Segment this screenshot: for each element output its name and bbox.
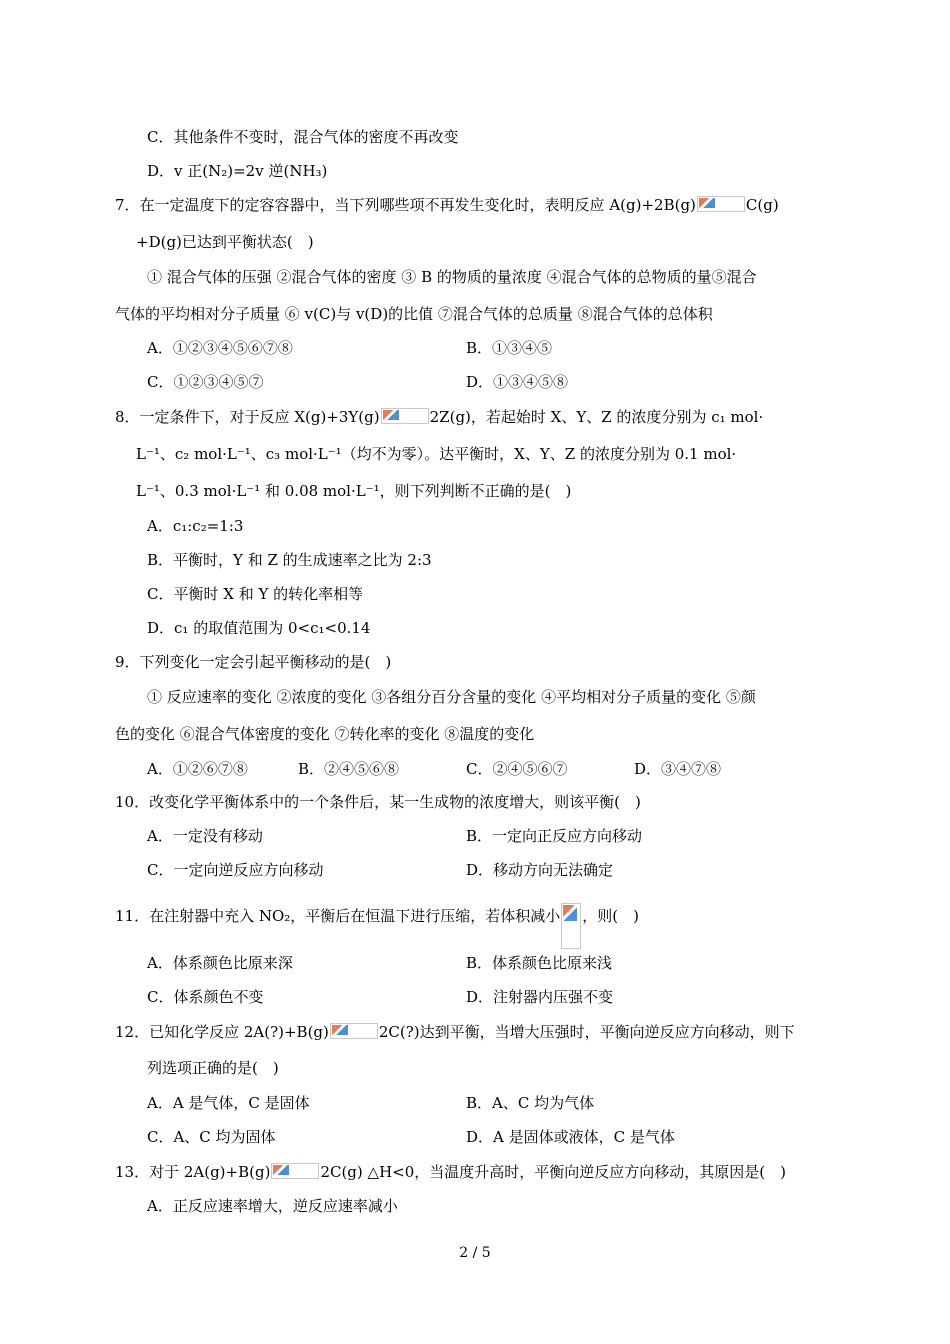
q8-stem-line3: L⁻¹、0.3 mol·L⁻¹ 和 0.08 mol·L⁻¹，则下列判断不正确的是( ) — [136, 482, 572, 500]
q10-stem: 10．改变化学平衡体系中的一个条件后，某一生成物的浓度增大，则该平衡( ) — [115, 793, 641, 811]
q10-option-d: D．移动方向无法确定 — [466, 861, 614, 879]
q8-option-b: B．平衡时，Y 和 Z 的生成速率之比为 2:3 — [147, 551, 432, 569]
q9-option-d: D．③④⑦⑧ — [634, 760, 722, 778]
q10-option-a: A．一定没有移动 — [147, 827, 263, 845]
q9-option-b: B．②④⑤⑥⑧ — [298, 760, 400, 778]
equilibrium-arrow-icon — [697, 196, 745, 212]
q11-option-c: C．体系颜色不变 — [147, 988, 264, 1006]
q12-option-b: B．A、C 均为气体 — [466, 1094, 595, 1112]
q8-option-c: C．平衡时 X 和 Y 的转化率相等 — [147, 585, 364, 603]
q10-option-b: B．一定向正反应方向移动 — [466, 827, 643, 845]
q6-option-d: D．v 正(N₂)=2v 逆(NH₃) — [147, 162, 328, 180]
q12-stem — [115, 1022, 795, 1042]
q13-stem — [115, 1162, 786, 1182]
q11-option-a: A．体系颜色比原来深 — [147, 954, 293, 972]
equilibrium-arrow-icon — [381, 408, 429, 424]
q12-stem-part2: 2C(?)达到平衡，当增大压强时，平衡向逆反应方向移动，则下 — [378, 1023, 795, 1041]
q12-stem-line2: 列选项正确的是( ) — [147, 1059, 279, 1077]
q8-stem-part2: 2Z(g)，若起始时 X、Y、Z 的浓度分别为 c₁ mol· — [429, 408, 764, 426]
q9-option-a: A．①②⑥⑦⑧ — [147, 760, 248, 778]
q7-option-a: A．①②③④⑤⑥⑦⑧ — [147, 339, 293, 357]
page-number: 2 / 5 — [459, 1245, 491, 1261]
q13-stem-part1: 13．对于 2A(g)+B(g) — [115, 1163, 271, 1181]
q7-stem-part2: C(g) — [745, 196, 779, 214]
q6-option-c: C．其他条件不变时，混合气体的密度不再改变 — [147, 128, 459, 146]
q12-stem-part1: 12．已知化学反应 2A(?)+B(g) — [115, 1023, 329, 1041]
q11-option-b: B．体系颜色比原来浅 — [466, 954, 613, 972]
q9-stem: 9．下列变化一定会引起平衡移动的是( ) — [115, 653, 392, 671]
q11-stem-part1: 11．在注射器中充入 NO₂，平衡后在恒温下进行压缩，若体积减小 — [115, 907, 561, 925]
q8-stem-line2: L⁻¹、c₂ mol·L⁻¹、c₃ mol·L⁻¹（均不为零）。达平衡时，X、Y、Z 的浓度分别为 0.1 mol· — [136, 445, 737, 463]
q9-option-c: C．②④⑤⑥⑦ — [466, 760, 568, 778]
q8-option-a: A．c₁:c₂=1:3 — [147, 517, 244, 535]
q12-option-a: A．A 是气体，C 是固体 — [147, 1094, 310, 1112]
q12-option-d: D．A 是固体或液体，C 是气体 — [466, 1128, 675, 1146]
q7-option-b: B．①③④⑤ — [466, 339, 553, 357]
q8-option-d: D．c₁ 的取值范围为 0<c₁<0.14 — [147, 619, 371, 637]
fraction-image-icon — [561, 903, 581, 949]
q9-items-line1: ① 反应速率的变化 ②浓度的变化 ③各组分百分含量的变化 ④平均相对分子质量的变化 ⑤颜 — [147, 688, 756, 706]
q11-stem — [115, 903, 639, 949]
q7-stem-line2: +D(g)已达到平衡状态( ) — [136, 233, 314, 251]
q7-option-c: C．①②③④⑤⑦ — [147, 373, 264, 391]
q7-items-line2: 气体的平均相对分子质量 ⑥ v(C)与 v(D)的比值 ⑦混合气体的总质量 ⑧混合气体的总体积 — [115, 305, 713, 323]
q13-option-a: A．正反应速率增大，逆反应速率减小 — [147, 1197, 398, 1215]
q10-option-c: C．一定向逆反应方向移动 — [147, 861, 324, 879]
equilibrium-arrow-icon — [330, 1023, 378, 1039]
q7-items-line1: ① 混合气体的压强 ②混合气体的密度 ③ B 的物质的量浓度 ④混合气体的总物质的量⑤混合 — [147, 268, 757, 286]
q7-stem — [115, 195, 779, 215]
q11-stem-part2: ，则( ) — [582, 907, 640, 925]
q9-items-line2: 色的变化 ⑥混合气体密度的变化 ⑦转化率的变化 ⑧温度的变化 — [115, 725, 535, 743]
q7-stem-part1: 7．在一定温度下的定容容器中，当下列哪些项不再发生变化时，表明反应 A(g)+2B(g) — [115, 196, 696, 214]
q8-stem — [115, 407, 763, 427]
q13-stem-part2: 2C(g) △H<0，当温度升高时，平衡向逆反应方向移动，其原因是( ) — [320, 1163, 786, 1181]
equilibrium-arrow-icon — [271, 1163, 319, 1179]
q8-stem-part1: 8．一定条件下，对于反应 X(g)+3Y(g) — [115, 408, 380, 426]
q11-option-d: D．注射器内压强不变 — [466, 988, 614, 1006]
q7-option-d: D．①③④⑤⑧ — [466, 373, 569, 391]
q12-option-c: C．A、C 均为固体 — [147, 1128, 276, 1146]
